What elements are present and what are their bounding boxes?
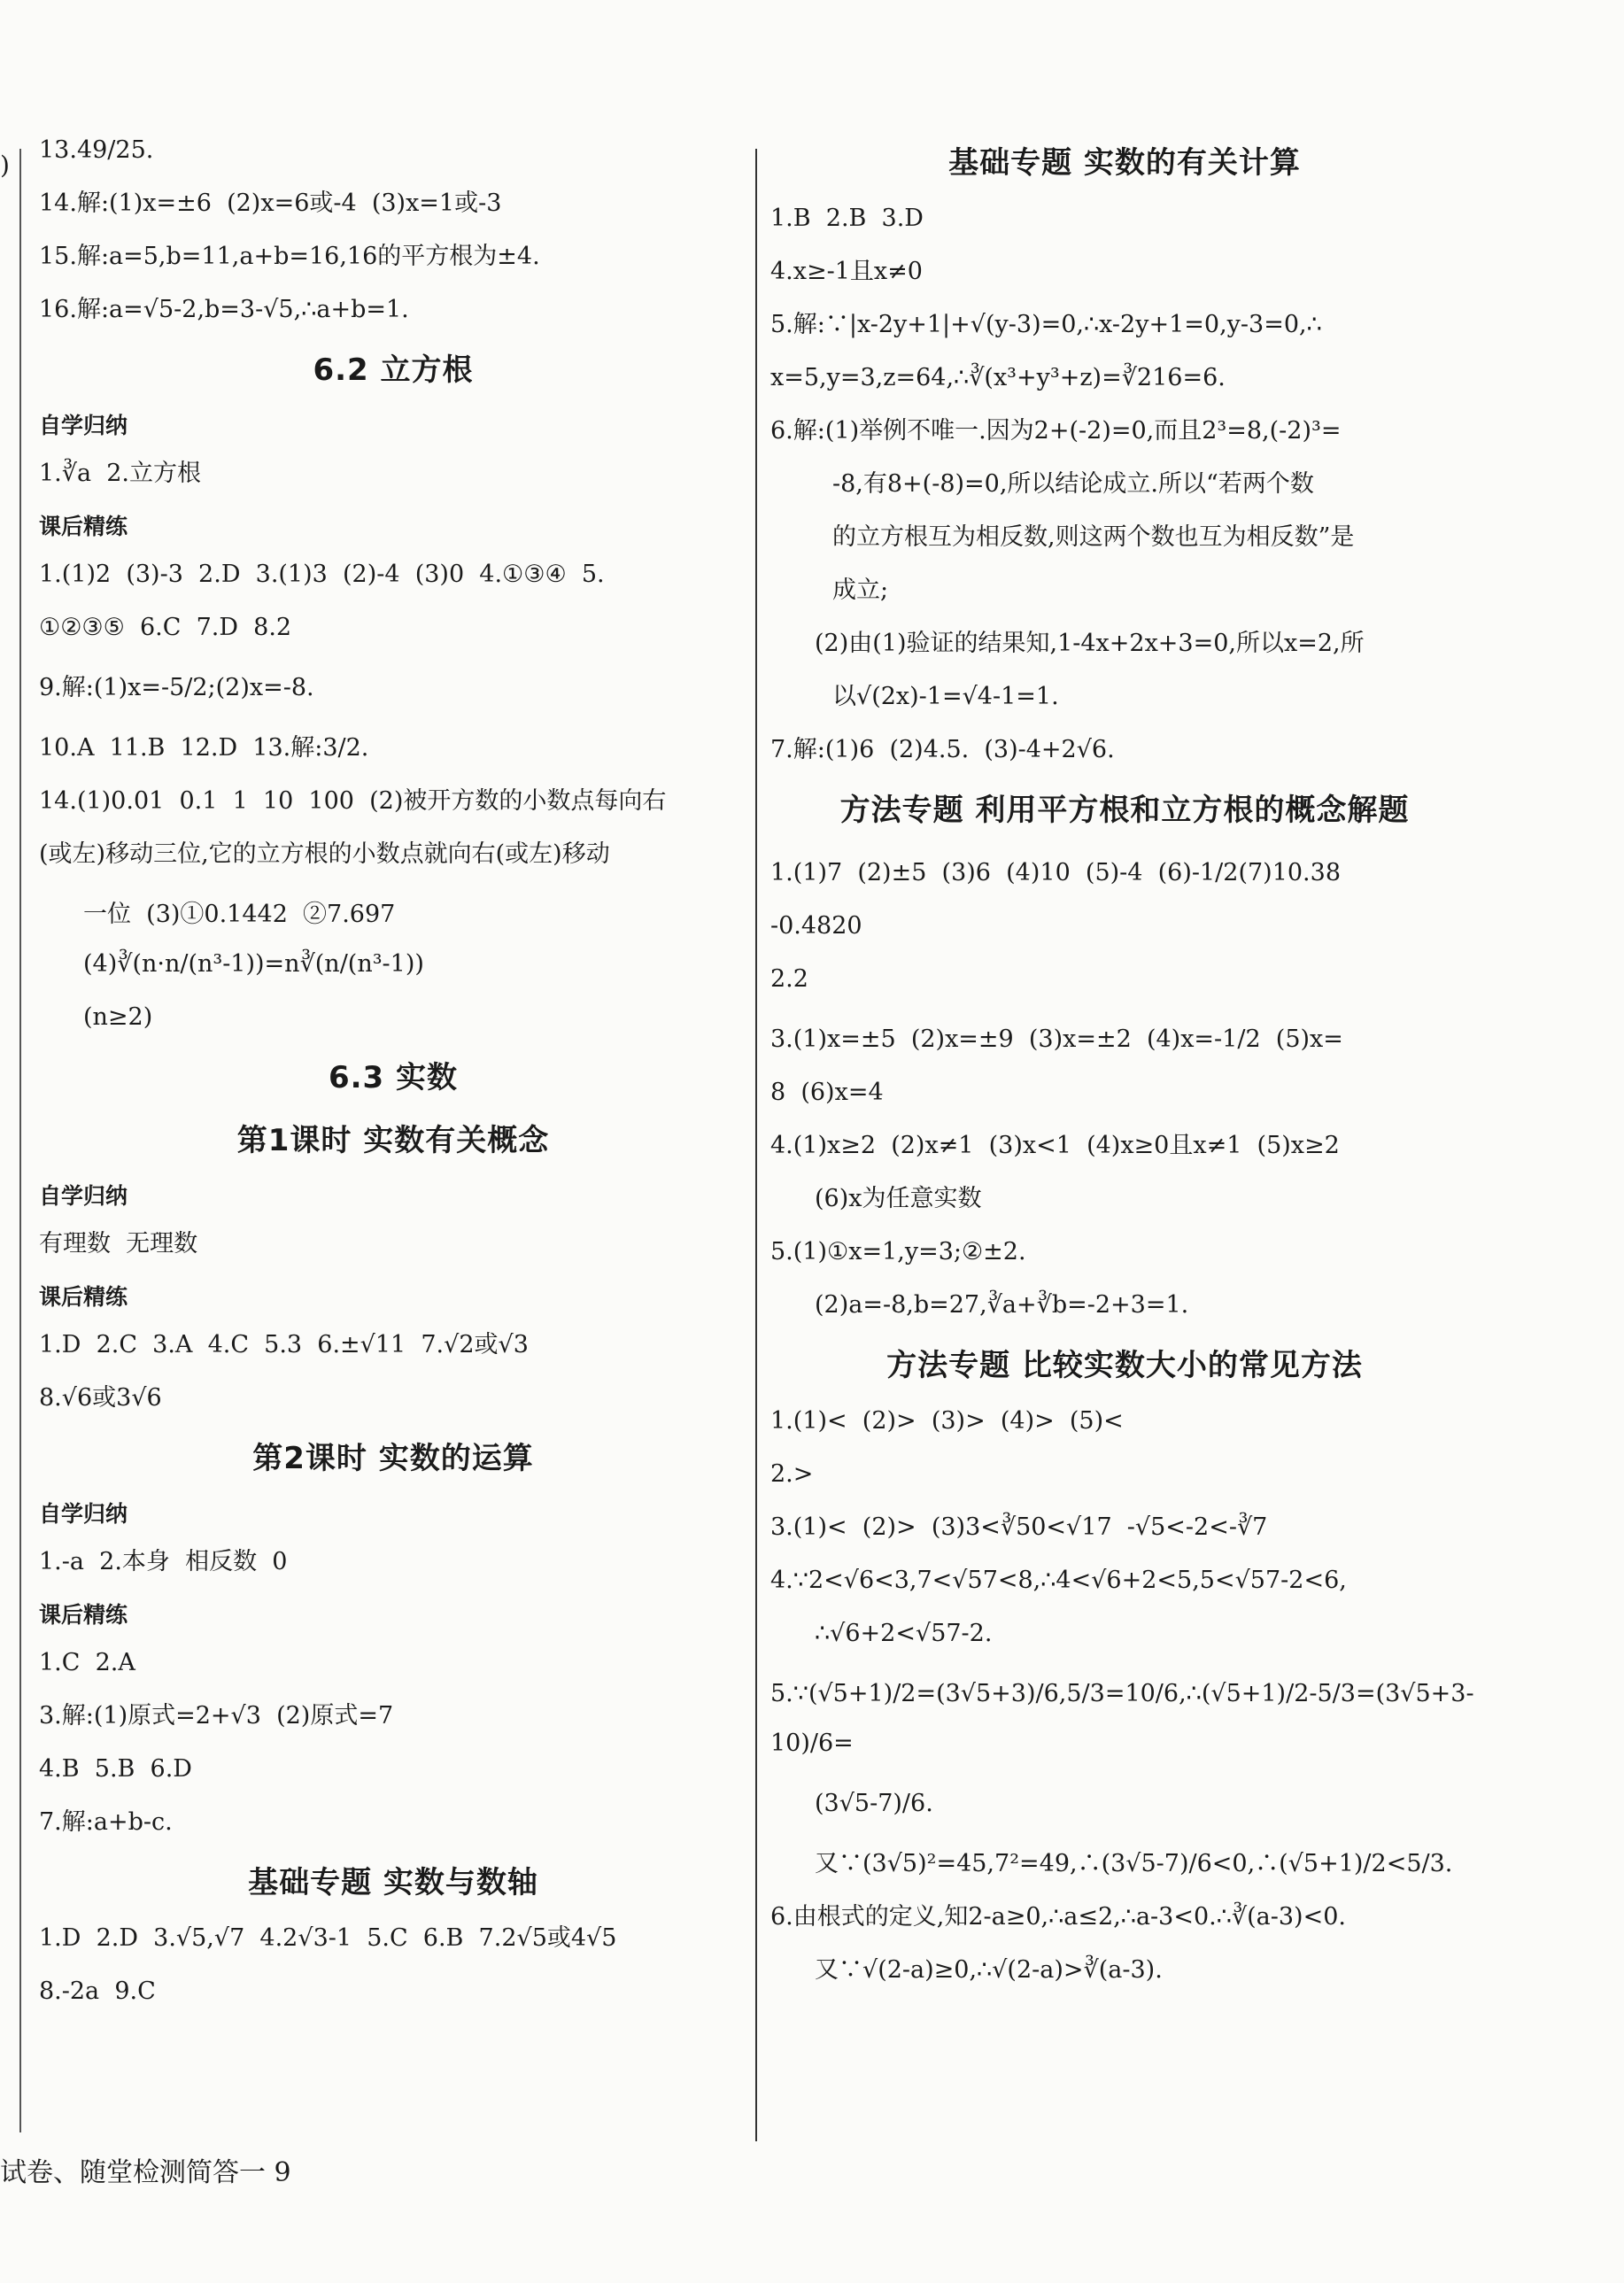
answer-line: 2.2 (770, 965, 808, 993)
answer-line: 7.解:(1)6 (2)4.5. (3)-4+2√6. (770, 736, 1115, 763)
answer-line: 3.(1)< (2)> (3)3<∛50<√17 -√5<-2<-∛7 (770, 1513, 1268, 1541)
subsection-label: 自学归纳 (39, 1501, 128, 1527)
answer-line: (或左)移动三位,它的立方根的小数点就向右(或左)移动 (39, 840, 610, 868)
answer-line: 9.解:(1)x=-5/2;(2)x=-8. (39, 674, 314, 701)
section-title: 第2课时 实数的运算 (252, 1441, 534, 1476)
subsection-label: 课后精练 (39, 1602, 128, 1628)
answer-line: ①②③⑤ 6.C 7.D 8.2 (39, 614, 292, 641)
section-title: 方法专题 比较实数大小的常见方法 (886, 1348, 1363, 1383)
subsection-label: 自学归纳 (39, 413, 128, 438)
answer-line: 8.√6或3√6 (39, 1384, 162, 1412)
answer-line: -8,有8+(-8)=0,所以结论成立.所以“若两个数 (832, 470, 1314, 498)
right-column (770, 133, 1479, 2006)
answer-line: -0.4820 (770, 912, 862, 940)
answer-line: 2.> (770, 1460, 814, 1488)
page-edge-line (19, 149, 21, 2132)
subsection-label: 自学归纳 (39, 1183, 128, 1209)
answer-line: 5.解:∵|x-2y+1|+√(y-3)=0,∴x-2y+1=0,y-3=0,∴ (770, 311, 1322, 338)
answer-line: 一位 (3)①0.1442 ②7.697 (4)∛(n·n/(n³-1))=n∛(n/(n³-1)) (83, 901, 424, 978)
answer-line: 5.(1)①x=1,y=3;②±2. (770, 1238, 1026, 1265)
page-footer: 试卷、随堂检测简答一 9 (0, 2157, 291, 2188)
answer-line: 13.49/25. (39, 136, 154, 164)
answer-line: ∴√6+2<√57-2. (815, 1620, 993, 1647)
answer-line: 15.解:a=5,b=11,a+b=16,16的平方根为±4. (39, 243, 540, 270)
answer-line: 1.(1)< (2)> (3)> (4)> (5)< (770, 1407, 1124, 1435)
answer-line: x=5,y=3,z=64,∴∛(x³+y³+z)=∛216=6. (770, 364, 1226, 391)
answer-line: 1.-a 2.本身 相反数 0 (39, 1548, 288, 1575)
answer-line: 4.B 5.B 6.D (39, 1755, 192, 1783)
answer-line: 5.∵(√5+1)/2=(3√5+3)/6,5/3=10/6,∴(√5+1)/2-5/3=(3√5+3-10)/6= (770, 1680, 1474, 1757)
subsection-label: 课后精练 (39, 514, 128, 539)
answer-line: 的立方根互为相反数,则这两个数也互为相反数”是 (832, 523, 1355, 551)
answer-line: (3√5-7)/6. (815, 1790, 933, 1817)
answer-line: 成立; (832, 577, 889, 604)
answer-line: 1.C 2.A (39, 1649, 135, 1676)
answer-line: 4.∵2<√6<3,7<√57<8,∴4<√6+2<5,5<√57-2<6, (770, 1567, 1347, 1594)
section-title: 第1课时 实数有关概念 (236, 1123, 550, 1158)
answer-line: 又∵√(2-a)≥0,∴√(2-a)>∛(a-3). (815, 1956, 1163, 1984)
column-divider (755, 149, 757, 2141)
subsection-label: 课后精练 (39, 1284, 128, 1310)
section-title: 基础专题 实数的有关计算 (948, 145, 1301, 181)
section-title: 6.2 立方根 (313, 352, 474, 388)
answer-line: 7.解:a+b-c. (39, 1808, 173, 1836)
answer-line: 14.(1)0.01 0.1 1 10 100 (2)被开方数的小数点每向右 (39, 787, 667, 815)
answer-line: 1.B 2.B 3.D (770, 205, 924, 232)
answer-line: 8 (6)x=4 (770, 1079, 884, 1106)
answer-line: 6.解:(1)举例不唯一.因为2+(-2)=0,而且2³=8,(-2)³= (770, 417, 1342, 445)
answer-line: 1.(1)7 (2)±5 (3)6 (4)10 (5)-4 (6)-1/2(7)10.38 (770, 859, 1341, 886)
answer-line: 6.由根式的定义,知2-a≥0,∴a≤2,∴a-3<0.∴∛(a-3)<0. (770, 1903, 1346, 1931)
answer-line: 8.-2a 9.C (39, 1977, 156, 2005)
answer-line: 又∵(3√5)²=45,7²=49,∴(3√5-7)/6<0,∴(√5+1)/2<5/3. (815, 1850, 1453, 1877)
answer-line: 4.(1)x≥2 (2)x≠1 (3)x<1 (4)x≥0且x≠1 (5)x≥2 (770, 1132, 1340, 1159)
section-title: 6.3 实数 (328, 1060, 459, 1095)
answer-line: 1.D 2.C 3.A 4.C 5.3 6.±√11 7.√2或√3 (39, 1331, 529, 1358)
answer-line: (2)由(1)验证的结果知,1-4x+2x+3=0,所以x=2,所 (815, 630, 1365, 657)
page-edge-paren: ) (0, 151, 10, 180)
answer-line: 以√(2x)-1=√4-1=1. (832, 683, 1059, 710)
answer-line: 10.A 11.B 12.D 13.解:3/2. (39, 734, 369, 762)
answer-line: (2)a=-8,b=27,∛a+∛b=-2+3=1. (815, 1291, 1189, 1319)
answer-line: 3.(1)x=±5 (2)x=±9 (3)x=±2 (4)x=-1/2 (5)x= (770, 1025, 1343, 1053)
answer-line: 4.x≥-1且x≠0 (770, 258, 923, 285)
answer-line: 1.(1)2 (3)-3 2.D 3.(1)3 (2)-4 (3)0 4.①③④ 5. (39, 561, 605, 588)
answer-line: 1.D 2.D 3.√5,√7 4.2√3-1 5.C 6.B 7.2√5或4√5 (39, 1924, 617, 1952)
answer-line: 16.解:a=√5-2,b=3-√5,∴a+b=1. (39, 296, 409, 323)
answer-line: 1.∛a 2.立方根 (39, 460, 201, 487)
answer-line: 14.解:(1)x=±6 (2)x=6或-4 (3)x=1或-3 (39, 190, 502, 217)
left-column (39, 133, 747, 2027)
section-title: 基础专题 实数与数轴 (248, 1865, 538, 1900)
section-title: 方法专题 利用平方根和立方根的概念解题 (839, 793, 1410, 828)
answer-line: (n≥2) (83, 1003, 153, 1031)
answer-line: 有理数 无理数 (39, 1230, 198, 1258)
answer-line: 3.解:(1)原式=2+√3 (2)原式=7 (39, 1702, 394, 1730)
answer-line: (6)x为任意实数 (815, 1185, 982, 1212)
